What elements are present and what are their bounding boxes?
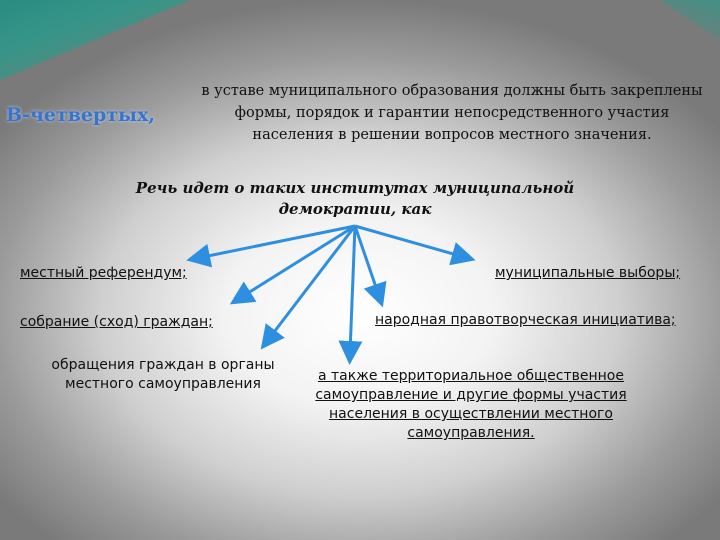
item-territorial: а также территориальное общественное самоуправление и другие формы участия населения в осуществлении местного самоуправления. <box>315 368 627 441</box>
lead-text: Речь идет о таких институтах муниципальной демократии, как <box>135 179 575 218</box>
arrow-to-initiative <box>355 226 379 296</box>
item-referendum: местный референдум; <box>20 265 187 281</box>
arrow-to-territorial <box>350 226 355 353</box>
arrow-to-elections <box>355 226 464 257</box>
item-appeals-line2: местного самоуправления <box>65 376 261 392</box>
item-appeals-line1: обращения граждан в органы <box>51 357 275 373</box>
item-appeals <box>38 356 288 394</box>
slide-heading: В-четвертых, <box>6 104 156 126</box>
intro-text: в уставе муниципального образования должны быть закреплены формы, порядок и гарантии непосредственного участия населения в решении вопросов местного значения. <box>201 83 703 143</box>
item-elections: муниципальные выборы; <box>495 265 681 281</box>
arrow-to-appeals <box>268 226 355 340</box>
item-assembly: собрание (сход) граждан; <box>20 314 213 330</box>
item-initiative: народная правотворческая инициатива; <box>375 312 676 328</box>
